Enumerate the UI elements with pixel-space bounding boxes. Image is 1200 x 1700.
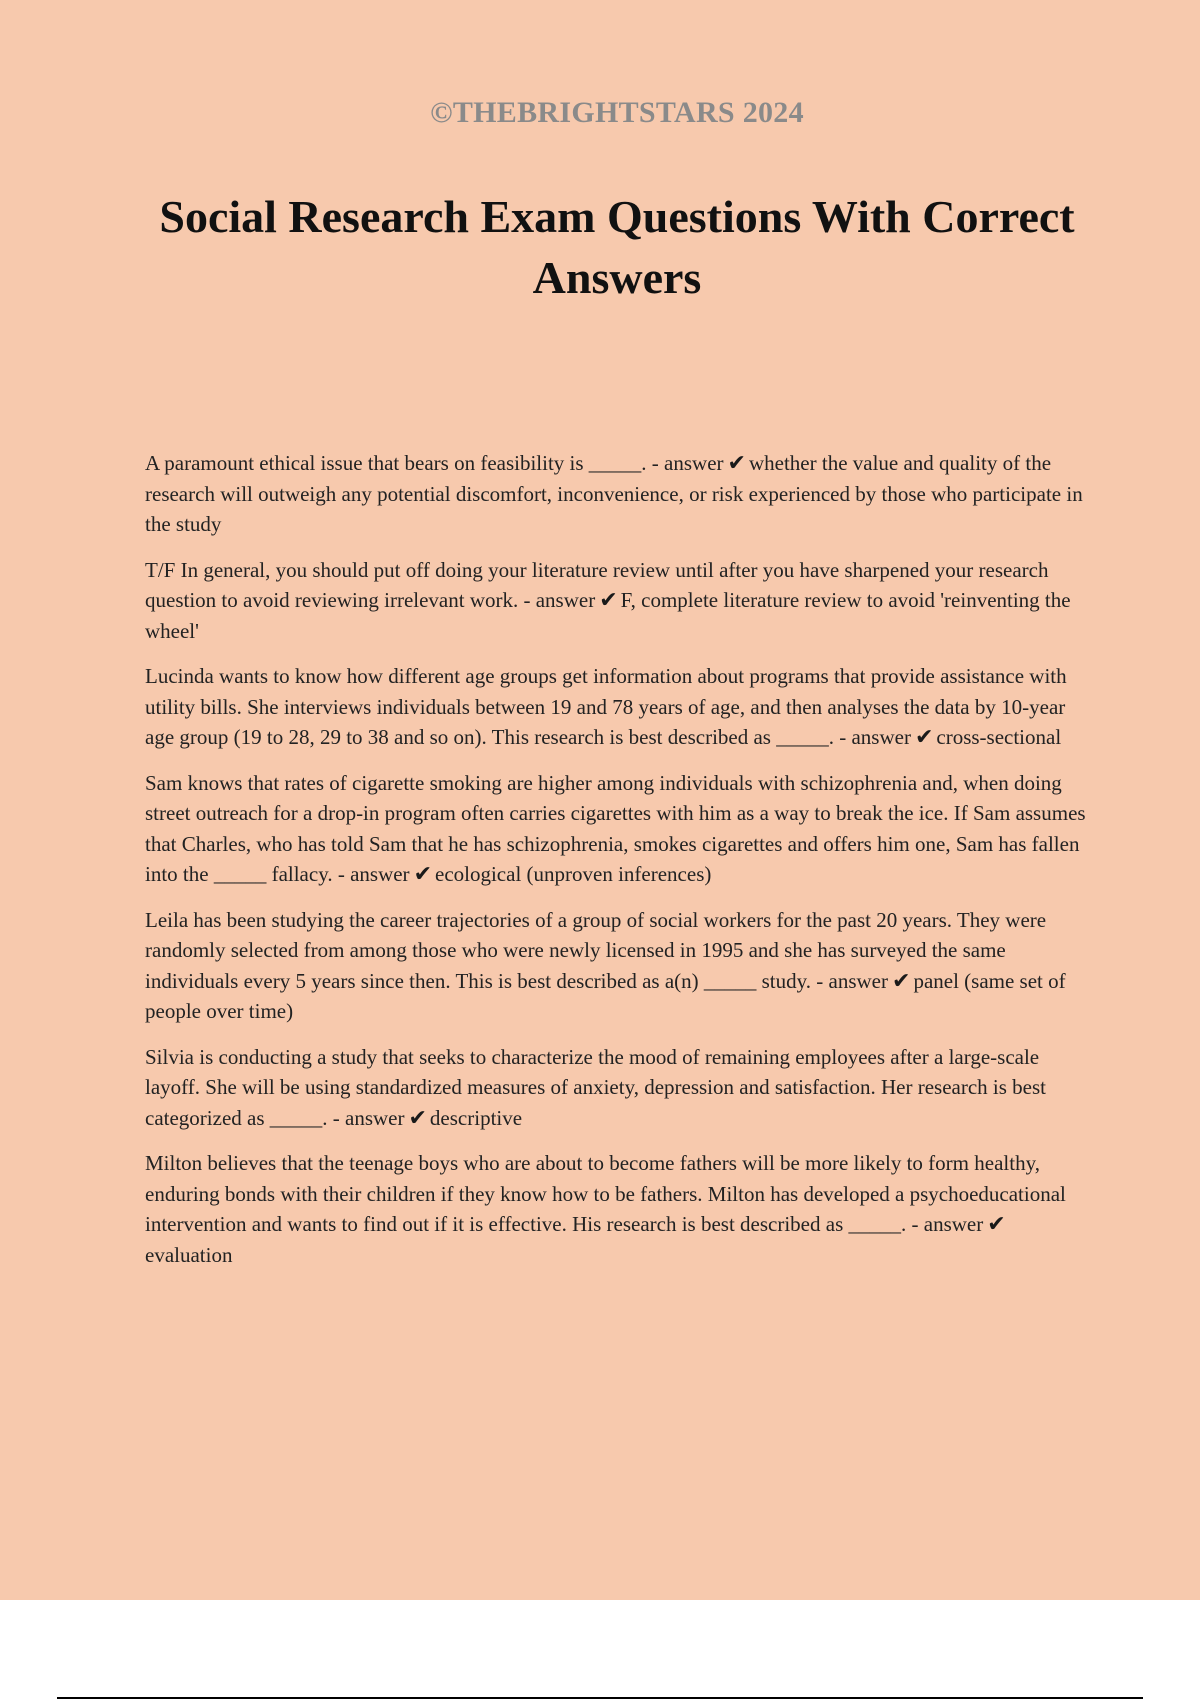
check-icon: ✔ [413,861,432,886]
answer-text: panel (same set of people over time) [145,968,1066,1023]
qa-item [145,768,1090,890]
question-text: Leila has been studying the career trajectories of a group of social workers for the past 20 years. They were randomly selected from among those who were newly licensed in 1995 and she has surveyed the same individuals every 5 years since then. This is best described as a(n) _____ study. - answer [145,907,1047,993]
qa-list [145,448,1090,1285]
answer-text: ecological (unproven inferences) [435,862,712,886]
page-divider [57,1697,1143,1699]
qa-item [145,555,1090,647]
check-icon: ✔ [892,967,911,993]
qa-item [145,1042,1090,1134]
check-icon: ✔ [987,1211,1006,1236]
copyright-header: ©THEBRIGHTSTARS 2024 [430,96,804,129]
qa-item [145,661,1090,753]
qa-item [145,1148,1090,1270]
question-text: Lucinda wants to know how different age groups get information about programs that provide assistance with utility bills. She interviews individuals between 19 and 78 years of age, and then analyses the data by 10-year age group (19 to 28, 29 to 38 and so on). This research is best described as _____. - answer [145,664,1067,749]
check-icon: ✔ [599,587,618,612]
check-icon: ✔ [408,1104,427,1130]
check-icon: ✔ [727,450,746,475]
question-text: A paramount ethical issue that bears on feasibility is _____. - answer [145,451,724,475]
qa-item [145,905,1090,1027]
qa-item [145,448,1090,540]
question-text: Sam knows that rates of cigarette smoking are higher among individuals with schizophrenia and, when doing street outreach for a drop-in program often carries cigarettes with him as a way to break the ice. If Sam assumes that Charles, who has told Sam that he has schizophrenia, smokes cigarettes and offers him one, Sam has fallen into the _____ fallacy. - answer [145,770,1086,886]
answer-text: cross-sectional [936,725,1062,749]
check-icon: ✔ [914,724,934,749]
question-text: Milton believes that the teenage boys who are about to become fathers will be more likely to form healthy, enduring bonds with their children if they know how to be fathers. Milton has developed a psychoeducational intervention and wants to find out if it is effective. His research is best described as _____. - answer [145,1151,1066,1236]
question-text: Silvia is conducting a study that seeks to characterize the mood of remaining employees after a large-scale layoff. She will be using standardized measures of anxiety, depression and satisfaction. Her research is best categorized as _____. - answer [145,1044,1046,1130]
question-text: T/F In general, you should put off doing your literature review until after you have sharpened your research question to avoid reviewing irrelevant work. - answer [145,557,1049,612]
document-title: Social Research Exam Questions With Correct Answers [159,191,1075,303]
answer-text: whether the value and quality of the research will outweigh any potential discomfort, inconvenience, or risk experienced by those who participate in the study [145,451,1083,536]
answer-text: descriptive [429,1105,523,1130]
answer-text: F, complete literature review to avoid 'reinventing the wheel' [145,588,1071,643]
answer-text: evaluation [145,1242,233,1267]
